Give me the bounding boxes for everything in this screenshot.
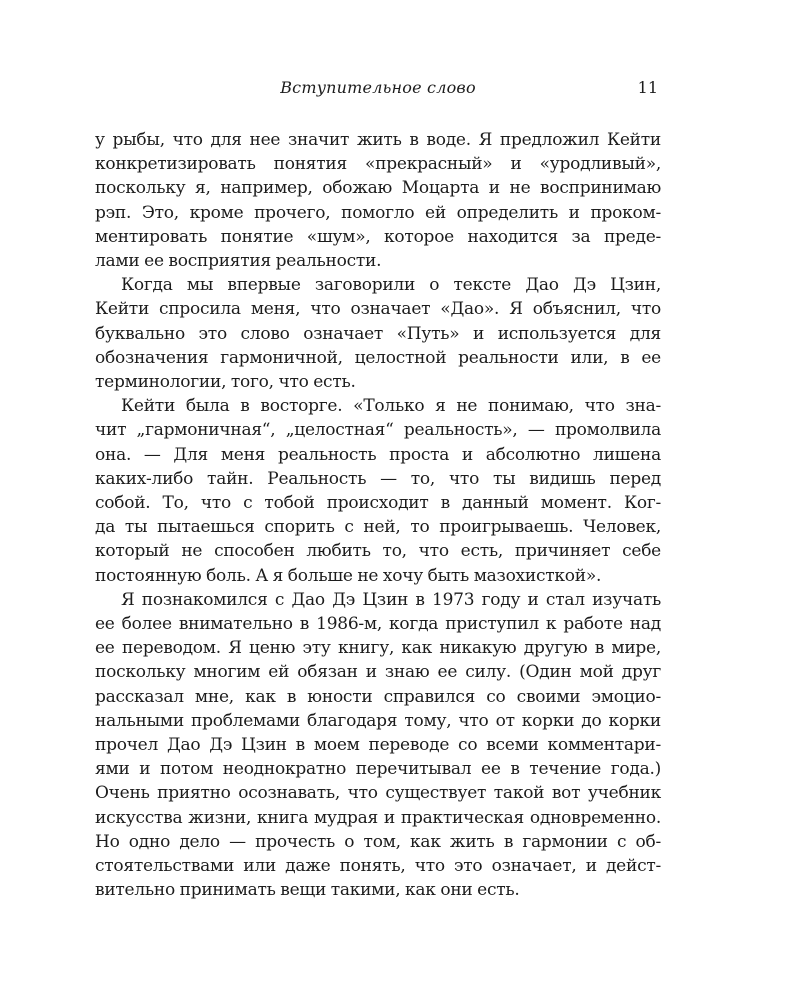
text-line: постоянную боль. А я больше не хочу быть мазохисткой». — [95, 565, 602, 586]
text-line: она. — Для меня реальность проста и абсолютно лишена — [95, 444, 661, 465]
text-line: стоятельствами или даже понять, что это означает, и дейст- — [95, 856, 661, 877]
text-line: лами ее восприятия реальности. — [95, 251, 382, 272]
text-line: ями и потом неоднократно перечитывал ее в течение года.) — [95, 759, 661, 780]
text-line: буквально это слово означает «Путь» и используется для — [95, 323, 661, 344]
text-line: конкретизировать понятия «прекрасный» и «уродливый», — [95, 154, 661, 175]
text-line: ее переводом. Я ценю эту книгу, как никакую другую в мире, — [95, 638, 661, 659]
text-line: ее более внимательно в 1986-м, когда приступил к работе над — [95, 614, 661, 635]
text-line: Я познакомился с Дао Дэ Цзин в 1973 году и стал изучать — [121, 589, 661, 610]
text-line: терминологии, того, что есть. — [95, 372, 356, 393]
text-line: нальными проблемами благодаря тому, что от корки до корки — [95, 710, 661, 731]
text-line: у рыбы, что для нее значит жить в воде. Я предложил Кейти — [95, 130, 661, 150]
running-head — [95, 76, 661, 100]
text-line: прочел Дао Дэ Цзин в моем переводе со всеми комментари- — [95, 735, 661, 756]
text-line: рэп. Это, кроме прочего, помогло ей определить и проком- — [95, 202, 661, 223]
text-line: обозначения гармоничной, целостной реальности или, в ее — [95, 347, 661, 368]
text-line: рассказал мне, как в юности справился со своими эмоцио- — [95, 686, 661, 707]
text-line: искусства жизни, книга мудрая и практическая одновременно. — [95, 807, 661, 828]
text-line: который не способен любить то, что есть, причиняет себе — [95, 541, 661, 562]
text-line: поскольку я, например, обожаю Моцарта и не воспринимаю — [95, 178, 661, 199]
text-line: да ты пытаешься спорить с ней, то проигрываешь. Человек, — [95, 517, 661, 538]
paragraph — [95, 588, 661, 903]
running-title: Вступительное слово — [280, 78, 476, 97]
text-line: поскольку многим ей обязан и знаю ее силу. (Один мой друг — [95, 662, 661, 683]
text-line: Очень приятно осознавать, что существует такой вот учебник — [95, 783, 661, 804]
book-page — [95, 0, 661, 1000]
paragraph — [95, 394, 661, 588]
text-line: Кейти была в восторге. «Только я не понимаю, что зна- — [121, 396, 661, 417]
text-line: каких-либо тайн. Реальность — то, что ты видишь перед — [95, 468, 661, 489]
page-number: 11 — [637, 78, 658, 97]
paragraph — [95, 128, 661, 273]
text-line: чит „гармоничная“, „целостная“ реальность», — промолвила — [95, 420, 661, 441]
paragraph — [95, 273, 661, 394]
text-line: ментировать понятие «шум», которое находится за преде- — [95, 226, 661, 247]
text-line: Когда мы впервые заговорили о тексте Дао Дэ Цзин, — [121, 275, 661, 296]
text-line: собой. То, что с тобой происходит в данный момент. Ког- — [95, 493, 661, 514]
text-line: Но одно дело — прочесть о том, как жить в гармонии с об- — [95, 831, 661, 852]
text-line: Кейти спросила меня, что означает «Дао». Я объяснил, что — [95, 299, 661, 320]
body-text — [95, 128, 661, 903]
text-line: вительно принимать вещи такими, как они есть. — [95, 880, 520, 901]
